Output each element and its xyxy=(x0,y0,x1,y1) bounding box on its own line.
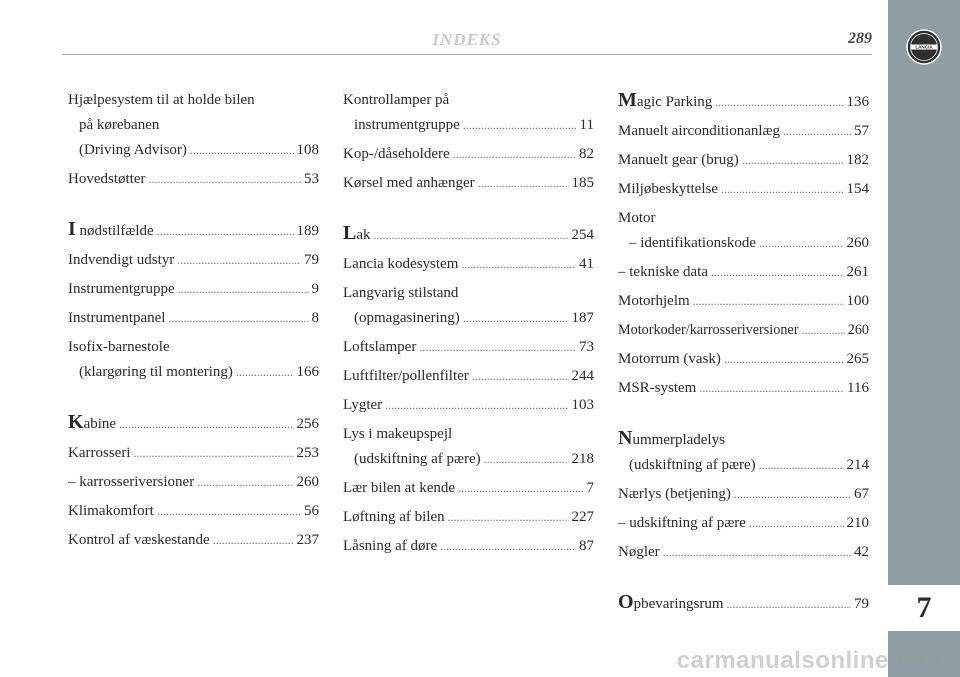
index-column-1 xyxy=(68,88,319,557)
entry-label: Lygter xyxy=(343,397,383,413)
dot-leader xyxy=(463,306,569,331)
entry-label: I nødstilfælde xyxy=(68,218,154,240)
entry-label: Kørsel med anhænger xyxy=(343,175,475,191)
entry-row xyxy=(618,148,869,173)
page-reference: 182 xyxy=(846,152,869,168)
entry-label: Løftning af bilen xyxy=(343,509,445,525)
entry-heading-line: Isofix-barnestole xyxy=(68,339,170,355)
entry-row xyxy=(618,376,869,401)
entry-row xyxy=(68,499,319,524)
index-entry xyxy=(68,441,319,466)
entry-row xyxy=(618,88,869,115)
entry-heading-line: Lys i makeupspejl xyxy=(343,426,453,442)
dot-leader xyxy=(453,142,576,167)
entry-row xyxy=(68,167,319,192)
entry-row xyxy=(68,470,319,495)
entry-row xyxy=(618,119,869,144)
page-reference: 189 xyxy=(296,223,319,239)
entry-row xyxy=(68,248,319,273)
page-reference: 260 xyxy=(847,322,869,338)
entry-row xyxy=(618,453,869,478)
index-entry xyxy=(68,528,319,553)
page-reference: 79 xyxy=(304,252,319,268)
entry-label: Kop-/dåseholdere xyxy=(343,146,450,162)
entry-row xyxy=(343,505,594,530)
entry-label: Luftfilter/pollenfilter xyxy=(343,368,469,384)
page-header xyxy=(62,30,872,52)
index-entry xyxy=(68,335,319,385)
index-entry xyxy=(618,289,869,314)
index-entry xyxy=(343,252,594,277)
index-entry xyxy=(343,142,594,167)
dot-leader xyxy=(484,447,569,472)
dot-leader xyxy=(759,453,844,478)
entry-label: Klimakomfort xyxy=(68,503,154,519)
page-reference: 116 xyxy=(847,380,869,396)
dot-leader xyxy=(461,252,576,277)
entry-label: Instrumentgruppe xyxy=(68,281,175,297)
page-reference: 210 xyxy=(846,515,869,531)
dot-leader xyxy=(119,412,293,437)
index-entry xyxy=(618,260,869,285)
index-entry xyxy=(68,167,319,192)
index-entry xyxy=(68,277,319,302)
entry-label: (klargøring til montering) xyxy=(79,364,233,380)
entry-label: Kabine xyxy=(68,411,117,433)
index-entry xyxy=(68,410,319,437)
entry-label: Manuelt airconditionanlæg xyxy=(618,123,781,139)
entry-label: Lak xyxy=(343,222,371,244)
dot-leader xyxy=(148,167,301,192)
dot-leader xyxy=(213,528,294,553)
entry-label: Lancia kodesystem xyxy=(343,256,459,272)
dot-leader xyxy=(801,318,844,343)
page-reference: 261 xyxy=(846,264,869,280)
entry-row xyxy=(343,393,594,418)
entry-row xyxy=(343,221,594,248)
entry-label: – udskiftning af pære xyxy=(618,515,746,531)
chapter-number: 7 xyxy=(888,585,960,631)
index-entry xyxy=(68,499,319,524)
dot-leader xyxy=(699,376,844,401)
dot-leader xyxy=(711,260,844,285)
entry-label: Manuelt gear (brug) xyxy=(618,152,739,168)
dot-leader xyxy=(749,511,844,536)
page-reference: 166 xyxy=(296,364,319,380)
dot-leader xyxy=(663,540,851,565)
dot-leader xyxy=(715,90,843,115)
dot-leader xyxy=(177,248,301,273)
index-entry xyxy=(618,177,869,202)
index-entry xyxy=(618,482,869,507)
logo-text: LANCIA xyxy=(915,44,933,50)
dot-leader xyxy=(742,148,844,173)
index-entry xyxy=(618,376,869,401)
entry-row xyxy=(343,335,594,360)
entry-row xyxy=(618,177,869,202)
page-reference: 253 xyxy=(296,445,319,461)
index-entry xyxy=(618,148,869,173)
entry-heading-line: på kørebanen xyxy=(79,117,160,133)
dot-leader xyxy=(197,470,293,495)
entry-row xyxy=(618,482,869,507)
entry-row xyxy=(618,347,869,372)
dot-leader xyxy=(727,592,851,617)
entry-row xyxy=(618,318,869,343)
entry-label: Kontrol af væskestande xyxy=(68,532,210,548)
dot-leader xyxy=(374,223,569,248)
entry-label: Låsning af døre xyxy=(343,538,438,554)
entry-row xyxy=(343,113,594,138)
entry-heading-line: Hjælpesystem til at holde bilen xyxy=(68,92,255,108)
entry-row xyxy=(343,447,594,472)
index-entry xyxy=(618,119,869,144)
entry-label: Nøgler xyxy=(618,544,660,560)
dot-leader xyxy=(385,393,568,418)
entry-label: Indvendigt udstyr xyxy=(68,252,175,268)
entry-row xyxy=(618,289,869,314)
index-entry xyxy=(618,511,869,536)
dot-leader xyxy=(133,441,293,466)
index-entry xyxy=(618,426,869,478)
entry-row xyxy=(343,364,594,389)
page-reference: 7 xyxy=(586,480,594,496)
entry-label: MSR-system xyxy=(618,380,697,396)
page-reference: 11 xyxy=(579,117,594,133)
index-column-3 xyxy=(618,88,869,621)
entry-row xyxy=(343,171,594,196)
entry-row xyxy=(68,306,319,331)
entry-row xyxy=(343,142,594,167)
entry-label: Motorhjelm xyxy=(618,293,690,309)
entry-label: Opbevaringsrum xyxy=(618,591,724,613)
page-reference: 154 xyxy=(846,181,869,197)
entry-label: Nærlys (betjening) xyxy=(618,486,731,502)
page-reference: 187 xyxy=(571,310,594,326)
entry-heading-line: Langvarig stilstand xyxy=(343,285,459,301)
index-entry xyxy=(343,422,594,472)
index-entry xyxy=(343,88,594,138)
entry-label: – identifikationskode xyxy=(629,235,757,251)
page-number: 289 xyxy=(848,30,872,47)
entry-label: (Driving Advisor) xyxy=(79,142,187,158)
page-reference: 67 xyxy=(854,486,869,502)
entry-row xyxy=(68,277,319,302)
index-entry xyxy=(68,217,319,244)
entry-row xyxy=(343,252,594,277)
entry-row xyxy=(343,306,594,331)
dot-leader xyxy=(724,347,844,372)
page-reference: 244 xyxy=(571,368,594,384)
index-entry xyxy=(618,540,869,565)
entry-label: Karrosseri xyxy=(68,445,131,461)
entry-row xyxy=(68,138,319,163)
chapter-sidebar xyxy=(888,0,960,677)
index-entry xyxy=(343,281,594,331)
index-entry xyxy=(68,88,319,163)
section-title: INDEKS xyxy=(432,30,502,49)
watermark: carmanualsonline.info xyxy=(676,647,942,674)
entry-label: Magic Parking xyxy=(618,89,713,111)
entry-label: Instrumentpanel xyxy=(68,310,166,326)
entry-heading-line: Motor xyxy=(618,210,656,226)
page-reference: 256 xyxy=(296,416,319,432)
dot-leader xyxy=(759,231,843,256)
dot-leader xyxy=(419,335,576,360)
index-entry xyxy=(68,470,319,495)
page-reference: 260 xyxy=(296,474,319,490)
page-reference: 87 xyxy=(579,538,594,554)
page-reference: 108 xyxy=(296,142,319,158)
entry-label: Miljøbeskyttelse xyxy=(618,181,718,197)
entry-row xyxy=(68,441,319,466)
entry-row xyxy=(618,590,869,617)
dot-leader xyxy=(721,177,844,202)
dot-leader xyxy=(478,171,569,196)
dot-leader xyxy=(440,534,576,559)
page-reference: 136 xyxy=(846,94,869,110)
dot-leader xyxy=(693,289,844,314)
dot-leader xyxy=(472,364,569,389)
page-reference: 82 xyxy=(579,146,594,162)
page-reference: 73 xyxy=(579,339,594,355)
index-entry xyxy=(343,476,594,501)
entry-row xyxy=(618,540,869,565)
page-reference: 41 xyxy=(579,256,594,272)
dot-leader xyxy=(168,306,308,331)
lancia-logo-icon xyxy=(905,28,943,66)
index-entry xyxy=(343,335,594,360)
page-reference: 260 xyxy=(846,235,869,251)
page-reference: 8 xyxy=(311,310,319,326)
index-entry xyxy=(68,248,319,273)
entry-label: Loftslamper xyxy=(343,339,417,355)
page-reference: 57 xyxy=(854,123,869,139)
page-reference: 53 xyxy=(304,171,319,187)
index-entry xyxy=(343,393,594,418)
entry-row xyxy=(618,231,869,256)
entry-heading-line: Kontrollamper på xyxy=(343,92,450,108)
index-column-2 xyxy=(343,88,594,563)
dot-leader xyxy=(458,476,583,501)
index-entry xyxy=(343,534,594,559)
entry-label: (udskiftning af pære) xyxy=(354,451,481,467)
page-reference: 56 xyxy=(304,503,319,519)
index-entry xyxy=(68,306,319,331)
entry-label: – tekniske data xyxy=(618,264,708,280)
entry-row xyxy=(68,217,319,244)
page-reference: 9 xyxy=(311,281,319,297)
page-reference: 214 xyxy=(846,457,869,473)
page-reference: 218 xyxy=(571,451,594,467)
page-reference: 42 xyxy=(854,544,869,560)
entry-label: Motorrum (vask) xyxy=(618,351,721,367)
index-entry xyxy=(618,590,869,617)
entry-row xyxy=(343,534,594,559)
page-reference: 227 xyxy=(571,509,594,525)
index-entry xyxy=(343,364,594,389)
index-entry xyxy=(618,347,869,372)
dot-leader xyxy=(783,119,851,144)
entry-label: Hovedstøtter xyxy=(68,171,146,187)
entry-row xyxy=(68,360,319,385)
entry-row xyxy=(68,528,319,553)
page-reference: 185 xyxy=(571,175,594,191)
index-entry xyxy=(343,171,594,196)
page-reference: 237 xyxy=(296,532,319,548)
entry-heading-line: Nummerpladelys xyxy=(618,427,725,449)
entry-row xyxy=(618,260,869,285)
entry-label: (opmagasinering) xyxy=(354,310,460,326)
entry-row xyxy=(343,476,594,501)
entry-label: (udskiftning af pære) xyxy=(629,457,756,473)
index-entry xyxy=(618,88,869,115)
entry-label: instrumentgruppe xyxy=(354,117,460,133)
dot-leader xyxy=(734,482,851,507)
index-entry xyxy=(618,206,869,256)
page-reference: 100 xyxy=(846,293,869,309)
entry-row xyxy=(618,511,869,536)
dot-leader xyxy=(448,505,569,530)
entry-label: – karrosseriversioner xyxy=(68,474,195,490)
dot-leader xyxy=(178,277,309,302)
header-divider xyxy=(62,54,872,55)
entry-label: Lær bilen at kende xyxy=(343,480,456,496)
dot-leader xyxy=(463,113,577,138)
index-entry xyxy=(343,505,594,530)
dot-leader xyxy=(190,138,294,163)
page-reference: 265 xyxy=(846,351,869,367)
entry-label: Motorkoder/karrosseriversioner xyxy=(618,322,799,338)
entry-row xyxy=(68,410,319,437)
page-reference: 79 xyxy=(854,596,869,612)
dot-leader xyxy=(157,219,294,244)
dot-leader xyxy=(157,499,301,524)
page-reference: 103 xyxy=(571,397,594,413)
index-entry xyxy=(618,318,869,343)
page-reference: 254 xyxy=(571,227,594,243)
index-entry xyxy=(343,221,594,248)
dot-leader xyxy=(236,360,294,385)
